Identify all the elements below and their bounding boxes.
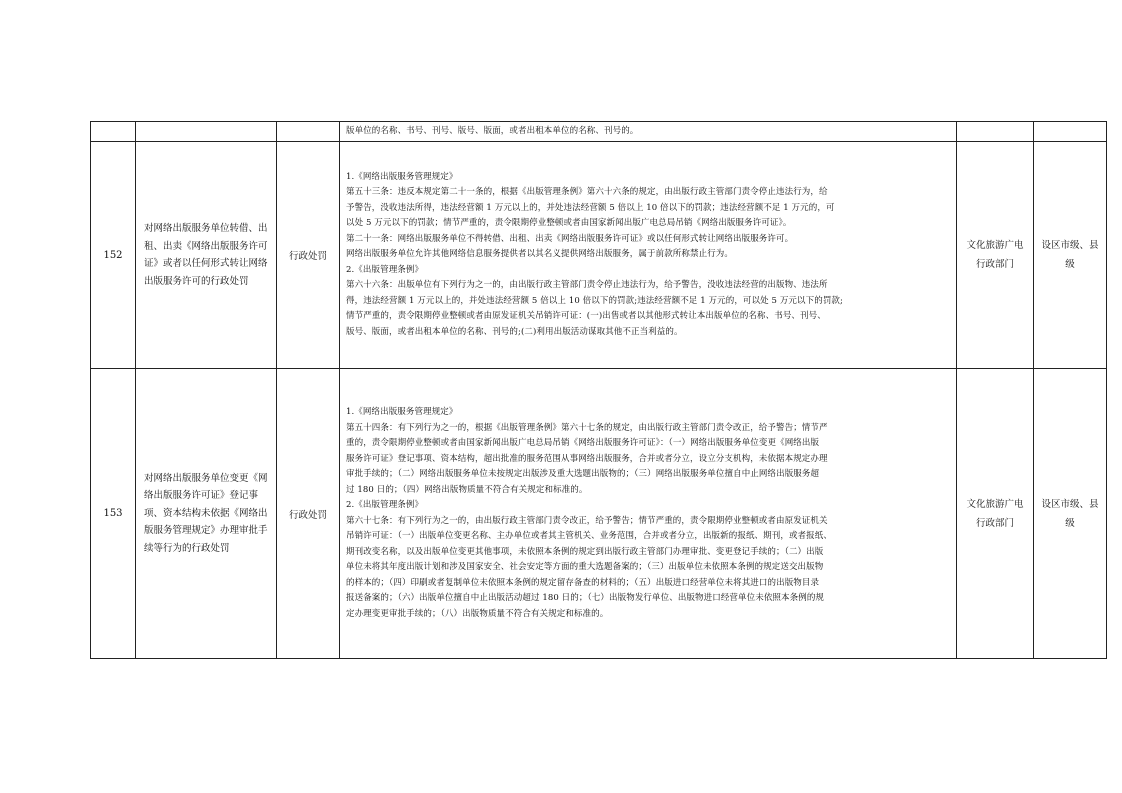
legal-basis-line: 定办理变更审批手续的；（八）出版物质量不符合有关规定和标准的。: [346, 608, 609, 619]
row-number: [91, 142, 136, 369]
row-number: [91, 369, 136, 659]
item-name-text: 对网络出版服务单位转借、出租、出卖《网络出版服务许可证》或者以任何形式转让网络出版服务许可的行政处罚: [144, 223, 268, 287]
table-row: [91, 122, 1107, 142]
legal-basis-line: 第二十一条：网络出版服务单位不得转借、出租、出卖《网络出版服务许可证》或以任何形式转让网络出版服务许可。: [346, 233, 794, 244]
legal-basis-line: 重的，责令限期停业整顿或者由国家新闻出版广电总局吊销《网络出版服务许可证》：（一）网络出版服务单位变更《网络出版: [346, 438, 820, 448]
legal-basis-line: 期刊改变名称，以及出版单位变更其他事项，未依照本条例的规定到出版行政主管部门办理审批、变更登记手续的；（二）出版: [346, 546, 824, 557]
legal-basis-line: 第六十六条：出版单位有下列行为之一的，由出版行政主管部门责令停止违法行为，给予警告，没收违法经营的出版物、违法所: [346, 280, 828, 291]
item-name: [136, 369, 277, 659]
item-name: [136, 122, 277, 142]
responsible-department-text: 文化旅游广电行政部门: [966, 498, 1024, 529]
legal-basis-line: 1.《网络出版服务管理规定》: [346, 407, 458, 417]
legal-basis-line: 2.《出版管理条例》: [346, 264, 424, 275]
table-row: [91, 142, 1107, 369]
administrative-level: [1034, 142, 1107, 369]
responsible-department-text: 文化旅游广电行政部门: [966, 240, 1024, 270]
legal-basis-line: 以处 5 万元以下的罚款；情节严重的，责令限期停业整顿或者由国家新闻出版广电总局吊销《网络出版服务许可证》。: [346, 218, 792, 229]
legal-basis-line: 予警告，没收违法所得，违法经营额 1 万元以上的，并处违法经营额 5 倍以上 10 倍以下的罚款；违法经营额不足 1 万元的，可: [346, 202, 835, 213]
item-category-text: 行政处罚: [288, 509, 327, 521]
table-row: [91, 369, 1107, 659]
responsible-department: [957, 142, 1034, 369]
legal-basis-line: 2.《出版管理条例》: [346, 500, 424, 510]
administrative-level-text: 设区市级、县级: [1041, 498, 1099, 529]
legal-basis-line: 单位未将其年度出版计划和涉及国家安全、社会安定等方面的重大选题备案的；（三）出版单位未依照本条例的规定送交出版物: [346, 562, 824, 572]
row-number: [91, 122, 136, 142]
legal-basis-line: 网络出版服务单位允许其他网络信息服务提供者以其名义提供网络出版服务，属于前款所称禁止行为。: [346, 249, 734, 260]
legal-basis-line: 1.《网络出版服务管理规定》: [346, 171, 458, 182]
legal-basis-line: 版号、版面，或者出租本单位的名称、刊号的;(二)利用出版活动谋取其他不正当利益的。: [346, 326, 683, 337]
legal-basis-line: 的样本的；（四）印刷或者复制单位未依照本条例的规定留存备查的材料的；（五）出版进口经营单位未将其进口的出版物目录: [346, 577, 820, 588]
row-number-text: 153: [103, 508, 123, 519]
legal-basis-line: 情节严重的，责令限期停业整顿或者由原发证机关吊销许可证：(一)出售或者以其他形式转让本出版单位的名称、书号、刊号、: [346, 311, 826, 322]
legal-basis-line: 吊销许可证：（一）出版单位变更名称、主办单位或者其主管机关、业务范围，合并或者分立，出版新的报纸、期刊，或者报纸、: [346, 531, 832, 541]
legal-basis-line: 第六十七条：有下列行为之一的，由出版行政主管部门责令改正，给予警告；情节严重的，责令限期停业整顿或者由原发证机关: [346, 515, 828, 526]
administrative-level: [1034, 369, 1107, 659]
legal-basis-line: 服务许可证》登记事项、资本结构，超出批准的服务范围从事网络出版服务，合并或者分立，设立分支机构，未依据本规定办理: [346, 453, 828, 464]
permission-table: [90, 121, 1107, 659]
legal-basis-line: 第五十四条：有下列行为之一的，根据《出版管理条例》第六十七条的规定，由出版行政主管部门责令改正，给予警告；情节严: [346, 422, 828, 433]
legal-basis-line: 审批手续的；（二）网络出版服务单位未按规定出版涉及重大选题出版物的；（三）网络出版服务单位擅自中止网络出版服务超: [346, 469, 820, 479]
administrative-level-text: 设区市级、县级: [1041, 240, 1099, 270]
legal-basis-line: 得，违法经营额 1 万元以上的，并处违法经营额 5 倍以上 10 倍以下的罚款;违法经营额不足 1 万元的，可以处 5 万元以下的罚款;: [346, 295, 843, 306]
administrative-level: [1034, 122, 1107, 142]
item-category: [277, 142, 340, 369]
legal-basis: [340, 122, 957, 142]
legal-basis-line: 过 180 日的；（四）网络出版物质量不符合有关规定和标准的。: [346, 484, 588, 495]
legal-basis-line: 第五十三条：违反本规定第二十一条的，根据《出版管理条例》第六十六条的规定，由出版行政主管部门责令停止违法行为，给: [346, 187, 828, 198]
item-category: [277, 369, 340, 659]
item-name-text: 对网络出版服务单位变更《网络出版服务许可证》登记事项、资本结构未依据《网络出版服务管理规定》办理审批手续等行为的行政处罚: [144, 472, 268, 554]
legal-basis: [340, 369, 957, 659]
item-category: [277, 122, 340, 142]
item-name: [136, 142, 277, 369]
legal-basis-line: 报送备案的；（六）出版单位擅自中止出版活动超过 180 日的；（七）出版物发行单位、出版物进口经营单位未依照本条例的规: [346, 593, 825, 603]
row-number-text: 152: [103, 249, 123, 261]
legal-basis-line: 版单位的名称、书号、刊号、版号、版面，或者出租本单位的名称、刊号的。: [346, 125, 639, 136]
responsible-department: [957, 122, 1034, 142]
item-category-text: 行政处罚: [288, 251, 327, 262]
responsible-department: [957, 369, 1034, 659]
legal-basis: [340, 142, 957, 369]
